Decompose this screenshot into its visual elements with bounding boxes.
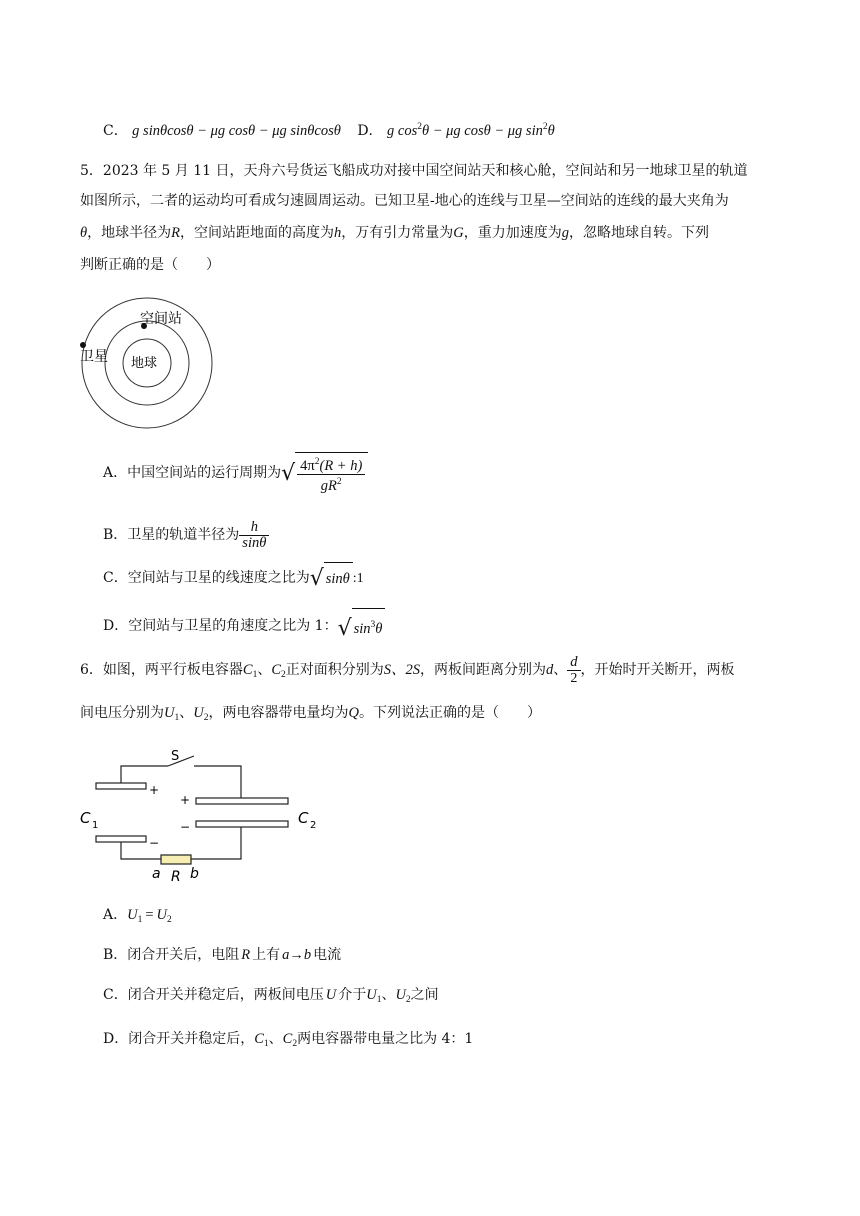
c2-label-sub: 2 (310, 820, 317, 831)
c1-label: C (80, 809, 91, 827)
c1-label-sub: 1 (92, 820, 99, 831)
satellite-label: 卫星 (80, 349, 108, 365)
q6-stem-line1: 6．如图，两平行板电容器$C_1$、$C_2$正对面积分别为S、2S，两板间距离分别为d、 $\frac{d}{2}$ ，开始时开关断开，两板 (80, 653, 735, 686)
c1-plus-sign: + (149, 783, 160, 797)
c2-bottom-plate (196, 821, 288, 827)
earth-label: 地球 (131, 356, 158, 371)
q5-stem-line4: 判断正确的是（ ） (80, 257, 220, 273)
q6-option-b: B．闭合开关后，电阻 R 上有 a→b 电流 (103, 947, 342, 963)
wire-bottom-right (191, 827, 241, 859)
c2-plus-sign: + (180, 793, 191, 807)
q6-circuit-figure (76, 738, 326, 888)
q5-stem-line2: 如图所示，二者的运动均可看成匀速圆周运动。已知卫星-地心的连线与卫星—空间站的连线的最大夹角为 (80, 193, 729, 209)
c1-minus-sign: − (149, 836, 160, 850)
q6-option-c: C．闭合开关并稳定后，两板间电压 U 介于$U_1$、$U_2$之间 (103, 987, 439, 1005)
station-label: 空间站 (140, 311, 182, 327)
q6-option-d: D．闭合开关并稳定后，$C_1$、$C_2$两电容器带电量之比为 4：1 (103, 1031, 474, 1049)
resistor-r (161, 855, 191, 864)
q5-option-b: B．卫星的轨道半径为 $\frac{h}{\sin\theta}$ (103, 515, 269, 555)
q4-option-c-expr: g sinθcosθ − μg cosθ − μg sinθcosθ (132, 123, 341, 139)
q5-orbit-figure (76, 290, 226, 440)
c1-bottom-plate (96, 836, 146, 842)
c1-top-plate (96, 783, 146, 789)
q5-stem-line1: 5．2023 年 5 月 11 日，天舟六号货运飞船成功对接中国空间站天和核心舱，空间站和另一地球卫星的轨道 (80, 163, 748, 179)
q6-stem-line2: 间电压分别为$U_1$、$U_2$，两电容器带电量均为Q。下列说法正确的是（ ） (80, 705, 541, 723)
q5-option-c: C．空间站与卫星的线速度之比为√ sinθ :1 (103, 562, 364, 594)
q4-option-d-expr: g $\cos^2\theta - \mu g$ cosθ − μg $\sin^2\theta$ (387, 122, 555, 139)
q6-option-a: A．$U_1 = U_2$ (103, 907, 172, 925)
terminal-b-label: b (190, 866, 199, 882)
q4-option-c: C． g sinθcosθ − μg cosθ − μg sinθcosθ D． g $\cos^2\theta - \mu g$ cosθ − μg $\sin^2\theta$ (103, 122, 555, 139)
c2-top-plate (196, 798, 288, 804)
wire-top-left (121, 766, 168, 783)
satellite-dot (80, 342, 86, 348)
resistor-label: R (171, 869, 181, 885)
q5-stem-line3: θ，地球半径为R，空间站距地面的高度为h，万有引力常量为G，重力加速度为g，忽略地球自转。下列 (80, 225, 709, 241)
terminal-a-label: a (152, 866, 161, 882)
q5-option-d: D．空间站与卫星的角速度之比为 1：√ $\sin^3\theta$ (103, 608, 385, 644)
c2-minus-sign: − (180, 820, 191, 834)
q5-option-a: A．中国空间站的运行周期为√ $\frac{4\pi^2(R + h)}{gR^2}$ (103, 452, 368, 494)
wire-top-right (194, 766, 241, 798)
switch-label: S (171, 749, 180, 764)
c2-label: C (298, 809, 309, 827)
